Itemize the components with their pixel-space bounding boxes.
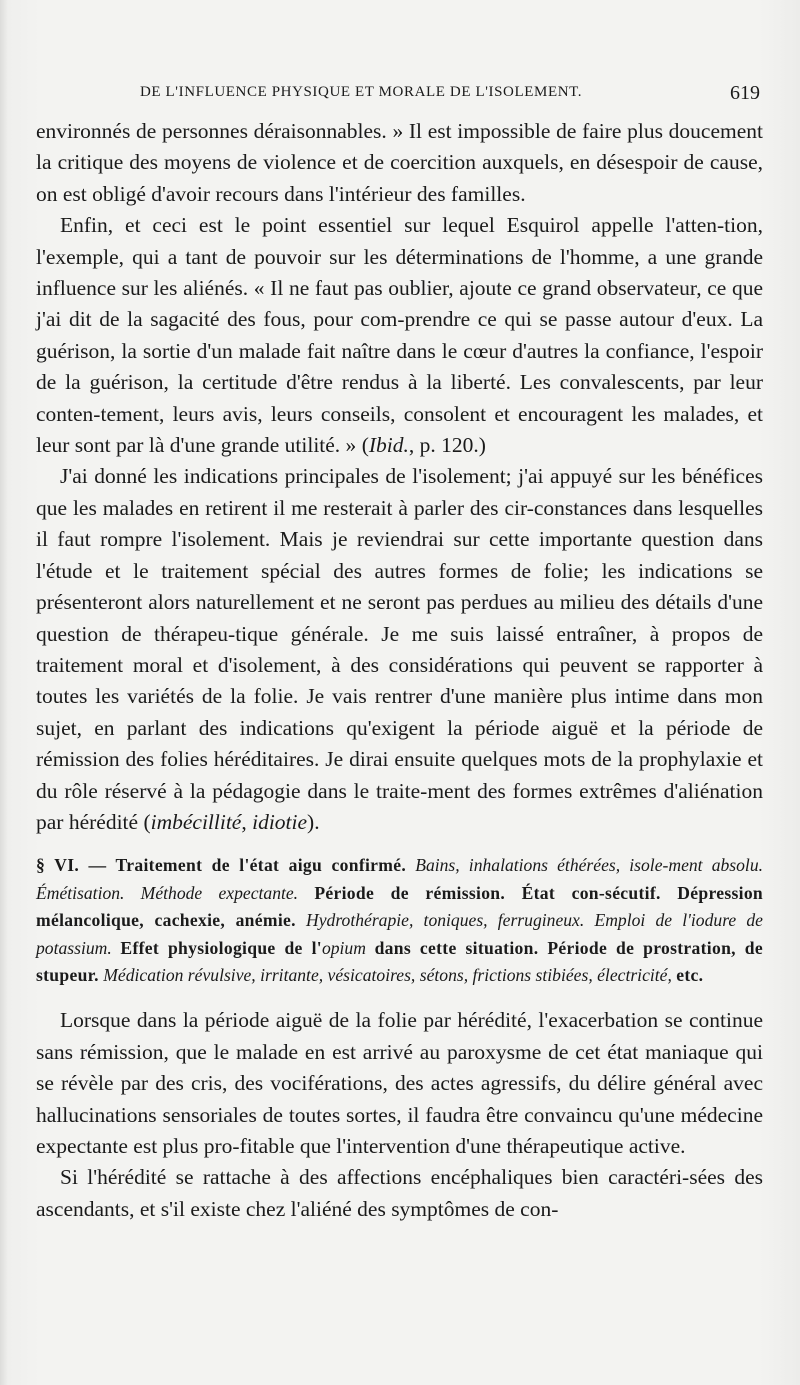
main-text bbox=[36, 116, 763, 1225]
paragraph-isolement: J'ai donné les indications principales de l'isolement; j'ai appuyé sur les bénéfices que les malades en retirent il me resterait à parler des cir-constances dans lesquelles il faut rompre l'isolement. Mais je reviendrai sur cette importante question dans l'étude et le traitement spécial des autres formes de folie; les indications se présenteront alors naturellement et ne seront pas perdues au milieu des détails d'une question de thérapeu-tique générale. Je me suis laissé entraîner, à propos de traitement moral et d'isolement, à des considérations qui peuvent se rapporter à toutes les variétés de la folie. Je vais rentrer d'une manière plus intime dans mon sujet, en parlant des indications qu'exigent la période aiguë et la période de rémission des folies héréditaires. Je dirai ensuite quelques mots de la prophylaxie et du rôle réservé à la pédagogie dans le traite-ment des formes extrêmes d'aliénation par hérédité (imbécillité, idiotie). bbox=[36, 464, 763, 834]
paragraph-continuation: environnés de personnes déraisonnables. » Il est impossible de faire plus doucement la critique des moyens de violence et de coercition auxquels, en désespoir de cause, on est obligé d'avoir recours dans l'intérieur des familles. bbox=[36, 119, 763, 206]
running-title: DE L'INFLUENCE PHYSIQUE ET MORALE DE L'ISOLEMENT. bbox=[140, 84, 583, 100]
paragraph-heredite: Si l'hérédité se rattache à des affections encéphaliques bien caractéri-sées des ascendants, et s'il existe chez l'aliéné des symptômes de con- bbox=[36, 1165, 763, 1221]
section-mark: § VI. — bbox=[36, 855, 107, 876]
section-body bbox=[36, 1005, 763, 1225]
citation-ibid: Ibid. bbox=[368, 433, 409, 458]
section-summary: § VI. — Traitement de l'état aigu confirmé. Bains, inhalations éthérées, isole-ment absolu. Émétisation. Méthode expectante. Période de rémission. État con-sécutif. Dépression mélancolique, cachexie, anémie. Hydrothérapie, toniques, ferrugineux. Emploi de l'iodure de potassium. Effet physiologique de l'opium dans cette situation. Période de prostration, de stupeur. Médication révulsive, irritante, vésicatoires, sétons, frictions stibiées, électricité, etc. bbox=[36, 855, 764, 985]
paragraph-periode-aigue: Lorsque dans la période aiguë de la folie par hérédité, l'exacerbation se continue sans rémission, que le malade en est arrivé au paroxysme de cet état maniaque qui se révèle par des cris, des vociférations, des actes agressifs, du délire général avec hallucinations sensoriales de toutes sortes, il faudra être convaincu qu'une médecine expectante est plus pro-fitable que l'intervention d'une thérapeutique active. bbox=[36, 1008, 763, 1158]
paragraph-esquirol: Enfin, et ceci est le point essentiel sur lequel Esquirol appelle l'atten-tion, l'exemple, qui a tant de pouvoir sur les déterminations de l'homme, a une grande influence sur les aliénés. « Il ne faut pas oublier, ajoute ce grand observateur, ce que j'ai dit de la sagacité des fous, pour com-prendre ce qui se passe autour d'eux. La guérison, la sortie d'un malade fait naître dans le cœur d'autres la confiance, l'espoir de la guérison, la certitude d'être rendus à la liberté. Les convalescents, par leur conten-tement, leurs avis, leurs conseils, consolent et encouragent les malades, et leur sont par là d'une grande utilité. » (Ibid., p. 120.) bbox=[36, 213, 763, 458]
page-number: 619 bbox=[730, 82, 760, 104]
